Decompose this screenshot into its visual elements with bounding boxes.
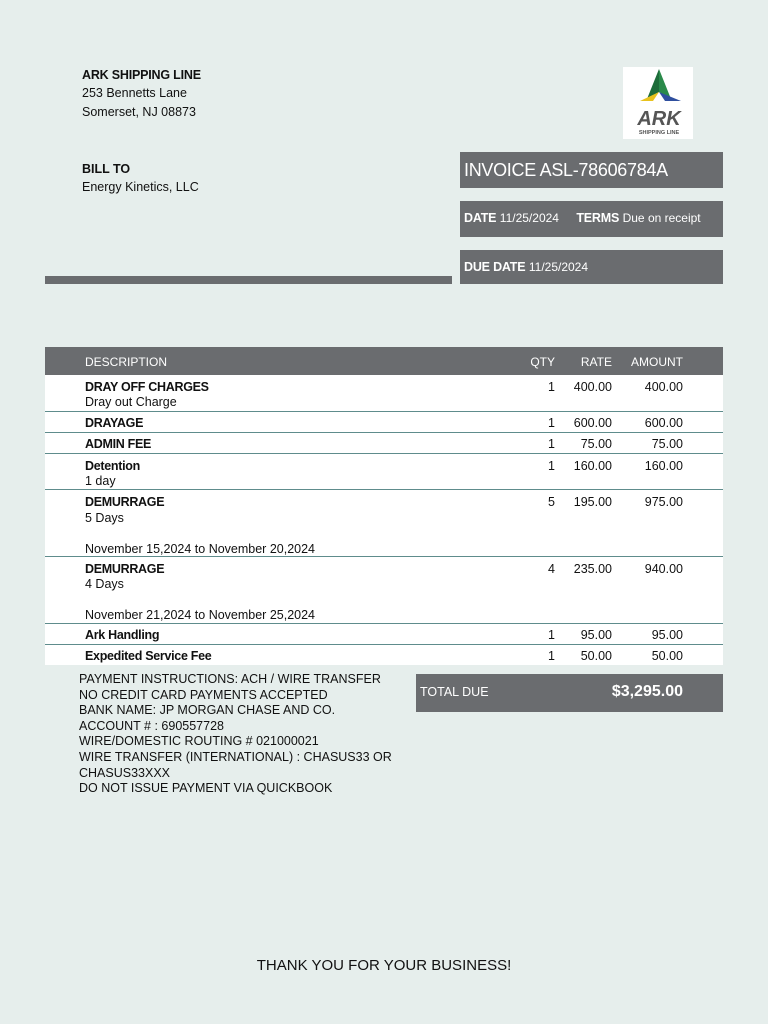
date-value: 11/25/2024 <box>499 211 559 225</box>
item-qty: 1 <box>548 459 555 473</box>
payment-line: CHASUS33XXX <box>79 765 171 780</box>
line-items-table <box>45 347 723 665</box>
item-rate: 75.00 <box>580 437 612 451</box>
item-subtitle: 1 day <box>85 474 116 488</box>
company-logo <box>623 67 693 139</box>
item-qty: 4 <box>548 562 555 576</box>
bill-to-label: BILL TO <box>82 162 131 176</box>
table-row <box>45 644 723 665</box>
item-title: DRAY OFF CHARGES <box>85 380 209 394</box>
company-name: ARK SHIPPING LINE <box>82 68 201 82</box>
table-row <box>45 489 723 556</box>
payment-line: NO CREDIT CARD PAYMENTS ACCEPTED <box>79 687 328 702</box>
item-amount: 600.00 <box>644 416 683 430</box>
payment-instructions <box>79 672 409 797</box>
table-body <box>45 375 723 665</box>
table-row <box>45 556 723 623</box>
item-rate: 160.00 <box>573 459 612 473</box>
terms-value: Due on receipt <box>622 211 701 225</box>
payment-line: ACCOUNT # : 690557728 <box>79 718 224 733</box>
table-row <box>45 411 723 432</box>
table-row <box>45 453 723 489</box>
item-amount: 975.00 <box>644 495 683 509</box>
item-title: ADMIN FEE <box>85 437 152 451</box>
header-rate: RATE <box>580 355 612 369</box>
item-subtitle: 4 Days <box>85 577 124 591</box>
due-date-label: DUE DATE <box>464 260 526 274</box>
item-amount: 75.00 <box>651 437 683 451</box>
table-header <box>45 347 723 375</box>
payment-line: WIRE TRANSFER (INTERNATIONAL) : CHASUS33 OR <box>79 749 392 764</box>
due-date-box <box>460 250 723 284</box>
item-rate: 235.00 <box>573 562 612 576</box>
item-amount: 400.00 <box>644 380 683 394</box>
item-qty: 5 <box>548 495 555 509</box>
company-address-line1: 253 Bennetts Lane <box>82 86 187 100</box>
company-address-line2: Somerset, NJ 08873 <box>82 105 196 119</box>
header-description: DESCRIPTION <box>85 355 168 369</box>
payment-line: PAYMENT INSTRUCTIONS: ACH / WIRE TRANSFER <box>79 672 381 686</box>
item-rate: 400.00 <box>573 380 612 394</box>
item-title: DRAYAGE <box>85 416 144 430</box>
item-qty: 1 <box>548 437 555 451</box>
item-title: DEMURRAGE <box>85 562 165 576</box>
item-rate: 95.00 <box>580 628 612 642</box>
header-divider <box>45 276 452 284</box>
item-qty: 1 <box>548 628 555 642</box>
table-row <box>45 623 723 644</box>
total-due-value: $3,295.00 <box>611 683 683 700</box>
item-qty: 1 <box>548 649 555 663</box>
table-row <box>45 432 723 453</box>
item-date-range: November 15,2024 to November 20,2024 <box>85 542 316 556</box>
item-rate: 50.00 <box>580 649 612 663</box>
due-date-value: 11/25/2024 <box>528 260 589 274</box>
svg-text:SHIPPING LINE: SHIPPING LINE <box>638 130 680 136</box>
item-qty: 1 <box>548 416 555 430</box>
payment-line: DO NOT ISSUE PAYMENT VIA QUICKBOOK <box>79 781 333 796</box>
header-qty: QTY <box>530 355 555 369</box>
invoice-title: INVOICE ASL-78606784A <box>460 152 723 188</box>
item-date-range: November 21,2024 to November 25,2024 <box>85 608 316 622</box>
item-amount: 50.00 <box>651 649 683 663</box>
thank-you-message: THANK YOU FOR YOUR BUSINESS! <box>256 957 512 974</box>
payment-line: BANK NAME: JP MORGAN CHASE AND CO. <box>79 703 336 718</box>
item-amount: 95.00 <box>651 628 683 642</box>
header-amount: AMOUNT <box>631 355 683 369</box>
item-subtitle: Dray out Charge <box>85 395 177 409</box>
item-subtitle: 5 Days <box>85 511 124 525</box>
payment-line: WIRE/DOMESTIC ROUTING # 021000021 <box>79 734 319 749</box>
item-qty: 1 <box>548 380 555 394</box>
item-title: DEMURRAGE <box>85 495 165 509</box>
bill-to-name: Energy Kinetics, LLC <box>82 180 199 194</box>
invoice-date-box <box>460 201 723 237</box>
total-due-box <box>416 674 723 712</box>
item-title: Ark Handling <box>85 628 160 642</box>
item-title: Expedited Service Fee <box>85 649 212 663</box>
item-rate: 600.00 <box>573 416 612 430</box>
item-rate: 195.00 <box>573 495 612 509</box>
total-due-label: TOTAL DUE <box>420 685 489 699</box>
date-label: DATE <box>464 211 497 225</box>
svg-text:ARK: ARK <box>637 108 681 130</box>
item-amount: 940.00 <box>644 562 683 576</box>
item-amount: 160.00 <box>644 459 683 473</box>
terms-label: TERMS <box>576 211 620 225</box>
item-title: Detention <box>85 459 140 473</box>
table-row <box>45 375 723 411</box>
